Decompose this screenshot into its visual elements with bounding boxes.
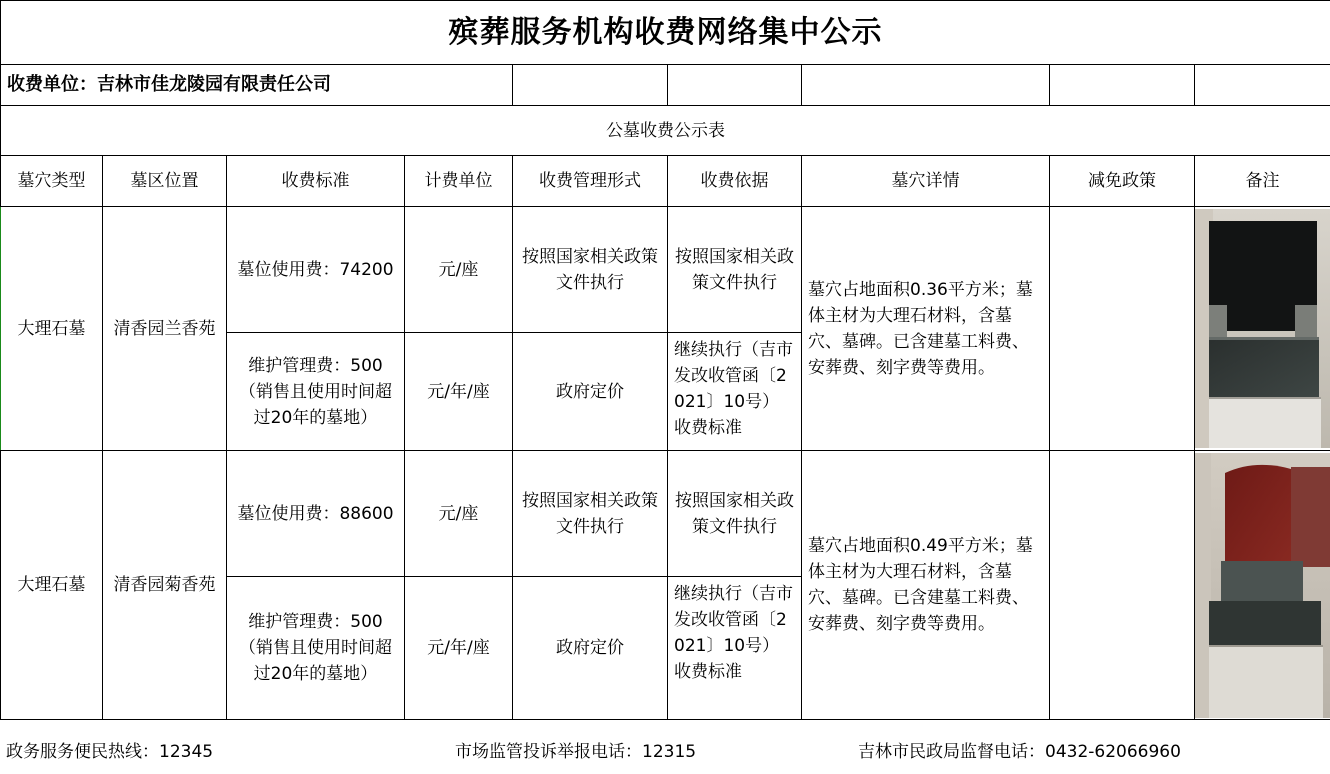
tomb-detail-cell: 墓穴占地面积0.36平方米；墓体主材为大理石材料，含墓穴、墓碑。已含建墓工料费、安葬费、刻字费等费用。 [802,207,1050,451]
billing-unit-cell: 元/座 [405,207,513,333]
header-tomb-type: 墓穴类型 [1,156,103,207]
header-tomb-details: 墓穴详情 [802,156,1050,207]
column-header-row [1,156,1330,207]
empty-cell[interactable] [513,65,668,106]
empty-cell[interactable] [1195,65,1330,106]
red-marble-tomb-photo [1195,453,1330,718]
empty-cell[interactable] [668,65,802,106]
table-row [1,451,1330,577]
reduction-policy-cell [1050,451,1195,720]
header-remarks: 备注 [1195,156,1330,207]
fee-standard-cell: 维护管理费：500（销售且使用时间超过20年的墓地） [227,333,405,451]
unit-row [1,65,1330,106]
basis-cell [668,333,802,451]
header-location: 墓区位置 [103,156,227,207]
empty-cell[interactable] [802,65,1050,106]
black-marble-tomb-photo [1195,209,1330,448]
basis-cell: 按照国家相关政策文件执行 [668,207,802,333]
empty-cell[interactable] [1050,65,1195,106]
civil-affairs-phone: 吉林市民政局监督电话：0432-62066960 [858,742,1181,762]
location-cell: 清香园兰香苑 [103,207,227,451]
management-form-cell: 按照国家相关政策文件执行 [513,207,668,333]
tomb-detail-cell: 墓穴占地面积0.49平方米；墓体主材为大理石材料，含墓穴、墓碑。已含建墓工料费、安葬费、刻字费等费用。 [802,451,1050,720]
location-cell: 清香园菊香苑 [103,451,227,720]
basis-cell: 按照国家相关政策文件执行 [668,451,802,577]
header-billing-unit: 计费单位 [405,156,513,207]
charging-unit-label: 收费单位：吉林市佳龙陵园有限责任公司 [1,65,513,106]
basis-cell [668,577,802,720]
header-basis: 收费依据 [668,156,802,207]
header-fee-standard: 收费标准 [227,156,405,207]
hotline-text: 政务服务便民热线：12345 [6,742,214,762]
billing-unit-cell: 元/年/座 [405,577,513,720]
page-title: 殡葬服务机构收费网络集中公示 [1,1,1330,65]
billing-unit-cell: 元/年/座 [405,333,513,451]
reduction-policy-cell [1050,207,1195,451]
basis-text: 继续执行（吉市发改收管函〔2021〕10号）收费标准 [674,340,793,438]
management-form-cell: 政府定价 [513,333,668,451]
table-row [1,207,1330,333]
tomb-type-cell: 大理石墓 [1,207,103,451]
footer-contact-bar [0,723,1330,774]
fee-standard-cell: 维护管理费：500（销售且使用时间超过20年的墓地） [227,577,405,720]
header-management-form: 收费管理形式 [513,156,668,207]
tomb-image-icon [1195,209,1330,448]
fee-standard-cell: 墓位使用费：88600 [227,451,405,577]
tomb-type-cell: 大理石墓 [1,451,103,720]
tomb-image-icon [1195,453,1330,718]
market-complaint-phone: 市场监管投诉举报电话：12315 [455,742,697,762]
remark-photo-cell [1195,451,1330,720]
billing-unit-cell: 元/座 [405,451,513,577]
management-form-cell: 政府定价 [513,577,668,720]
header-reduction-policy: 减免政策 [1050,156,1195,207]
table-subtitle: 公墓收费公示表 [1,106,1330,156]
basis-text: 继续执行（吉市发改收管函〔2021〕10号）收费标准 [674,584,793,682]
management-form-cell: 按照国家相关政策文件执行 [513,451,668,577]
remark-photo-cell [1195,207,1330,451]
fee-standard-cell: 墓位使用费：74200 [227,207,405,333]
